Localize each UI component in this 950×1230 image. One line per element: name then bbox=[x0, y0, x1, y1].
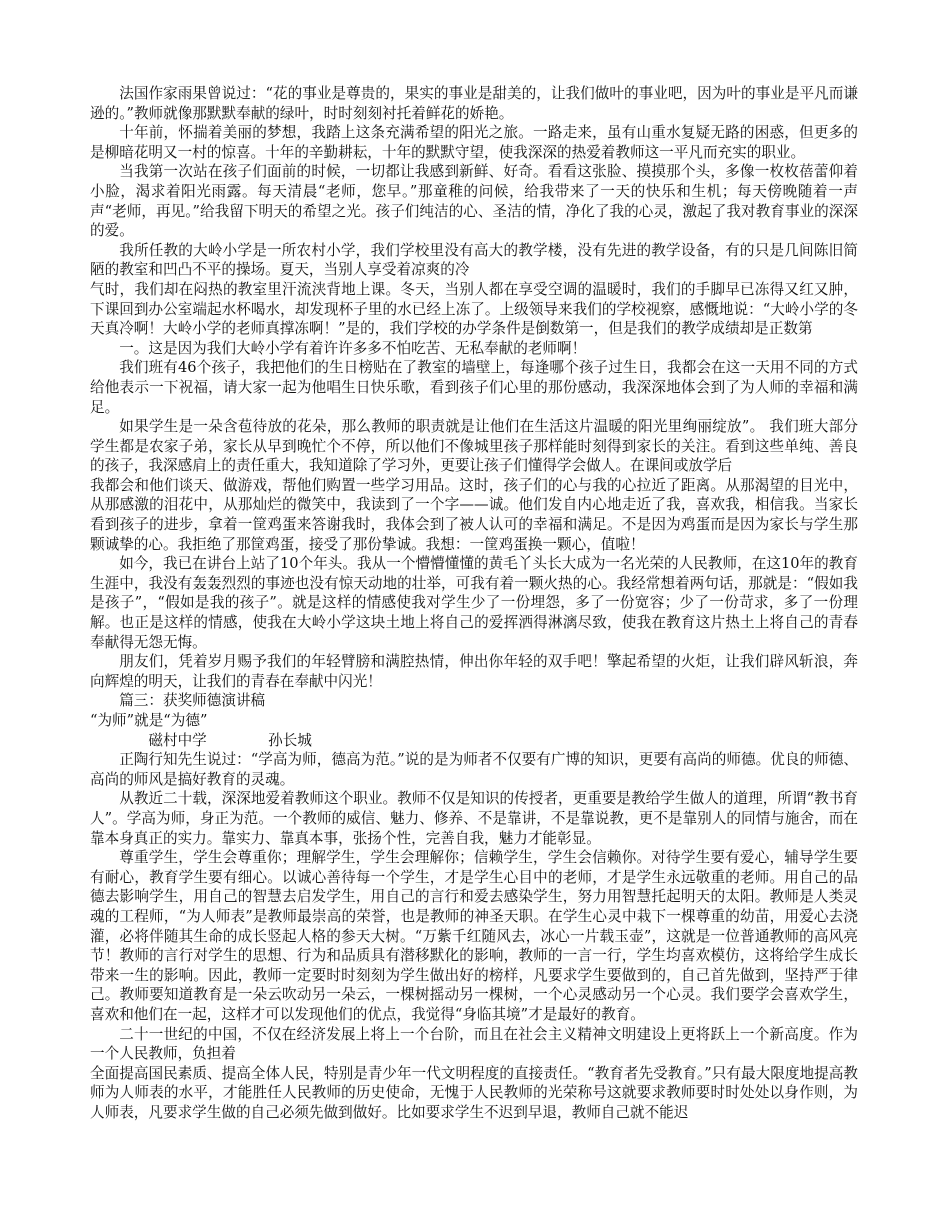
paragraph: 法国作家雨果曾说过：“花的事业是尊贵的，果实的事业是甜美的，让我们做叶的事业吧，因为叶的事业是平凡而谦逊的。”教师就像那默默奉献的绿叶，时时刻刻衬托着鲜花的娇艳。 bbox=[90, 85, 858, 122]
paragraph: 十年前，怀揣着美丽的梦想，我踏上这条充满希望的阳光之旅。一路走来，虽有山重水复疑无路的困惑，但更多的是柳暗花明又一村的惊喜。十年的辛勤耕耘，十年的默默守望，使我深深的热爱着教师这一平凡而充实的职业。 bbox=[90, 124, 858, 161]
byline-school: 磁村中学 bbox=[148, 731, 207, 749]
paragraph: 我都会和他们谈天、做游戏，帮他们购置一些学习用品。这时，孩子们的心与我的心拉近了距离。从那渴望的目光中，从那感激的泪花中，从那灿烂的微笑中，我读到了一个字——诚。他们发自内心地走近了我，喜欢我，相信我。当家长看到孩子的进步，拿着一筐鸡蛋来答谢我时，我体会到了被人认可的幸福和满足。不是因为鸡蛋而是因为家长与学生那颗诚挚的心。我拒绝了那筐鸡蛋，接受了那份挚诚。我想：一筐鸡蛋换一颗心，值啦！ bbox=[90, 476, 858, 553]
paragraph: 全面提高国民素质、提高全体人民，特别是青少年一代文明程度的直接责任。“教育者先受教育。”只有最大限度地提高教师为人师表的水平，才能胜任人民教师的历史使命，无愧于人民教师的光荣称号这就要求教师要时时处处以身作则，为人师表，凡要求学生做的自己必须先做到做好。比如要求学生不迟到早退，教师自己就不能迟 bbox=[90, 1064, 858, 1121]
paragraph: 我所任教的大岭小学是一所农村小学，我们学校里没有高大的教学楼，没有先进的教学设备，有的只是几间陈旧简陋的教室和凹凸不平的操场。夏天，当别人享受着凉爽的冷 bbox=[90, 241, 858, 279]
paragraph: 一。这是因为我们大岭小学有着许许多多不怕吃苦、无私奉献的老师啊！ bbox=[119, 339, 587, 357]
paragraph: 气时，我们却在闷热的教室里汗流浃背地上课。冬天，当别人都在享受空调的温暖时，我们的手脚早已冻得又红又肿，下课回到办公室端起水杯喝水，却发现杯子里的水已经上冻了。上级领导来我们的学校视察，感慨地说：“大岭小学的冬天真冷啊！大岭小学的老师真撑冻啊！”是的，我们学校的办学条件是倒数第一，但是我们的教学成绩却是正数第 bbox=[90, 280, 858, 338]
paragraph: 如今，我已在讲台上站了10个年头。我从一个懵懵懂懂的黄毛丫头长大成为一名光荣的人民教师，在这10年的教育生涯中，我没有轰轰烈烈的事迹也没有惊天动地的壮举，可我有着一颗火热的心。我经常想着两句话，那就是：“假如我是孩子”，“假如是我的孩子”。就是这样的情感使我对学生少了一份埋怨，多了一份宽容；少了一份苛求，多了一份理解。也正是这样的情感，使我在大岭小学这块土地上将自己的爱挥洒得淋漓尽致，使我在教育这片热土上将自己的青春奉献得无怨无悔。 bbox=[90, 555, 858, 651]
paragraph: 从教近二十载，深深地爱着教师这个职业。教师不仅是知识的传授者，更重要是教给学生做人的道理，所谓“教书育人”。学高为师，身正为范。一个教师的威信、魅力、修养、不是靠讲，不是靠说教，更不是靠别人的同情与施舍，而在靠本身真正的实力。靠实力、靠真本事，张扬个性，完善自我，魅力才能彰显。 bbox=[90, 790, 858, 847]
paragraph: 如果学生是一朵含苞待放的花朵，那么教师的职责就是让他们在生活这片温暖的阳光里绚丽绽放”。 我们班大部分学生都是农家子弟，家长从早到晚忙个不停，所以他们不像城里孩子那样能时刻得到家长的关注。看到这些单纯、善良的孩子，我深感肩上的责任重大，我知道除了学习外，更要让孩子们懂得学会做人。在课间或放学后 bbox=[90, 418, 858, 475]
paragraph: 朋友们，凭着岁月赐予我们的年轻臂膀和满腔热情，伸出你年轻的双手吧！擎起希望的火炬，让我们辟风斩浪，奔向辉煌的明天，让我们的青春在奉献中闪光！ bbox=[90, 653, 858, 690]
paragraph: 二十一世纪的中国，不仅在经济发展上将上一个台阶，而且在社会主义精神文明建设上更将跃上一个新高度。作为一个人民教师，负担着 bbox=[90, 1025, 858, 1063]
byline bbox=[90, 731, 858, 751]
section-title: 篇三：获奖师德演讲稿 bbox=[119, 692, 266, 710]
paragraph: 我们班有46个孩子，我把他们的生日榜贴在了教室的墙壁上，每逢哪个孩子过生日，我都会在这一天用不同的方式给他表示一下祝福，请大家一起为他唱生日快乐歌，看到孩子们心里的那份感动，我深深地体会到了为人师的幸福和满足。 bbox=[90, 359, 858, 416]
speech-subtitle: “为师”就是“为德” bbox=[90, 712, 208, 729]
document-page bbox=[90, 84, 858, 1122]
paragraph: 当我第一次站在孩子们面前的时候，一切都让我感到新鲜、好奇。看看这张脸、摸摸那个头，多像一枚枚蓓蕾仰着小脸，渴求着阳光雨露。每天清晨“老师，您早。”那童稚的问候，给我带来了一天的快乐和生机；每天傍晚随着一声声“老师，再见。”给我留下明天的希望之光。孩子们纯洁的心、圣洁的情，净化了我的心灵，激起了我对教育事业的深深的爱。 bbox=[90, 163, 858, 240]
paragraph: 尊重学生，学生会尊重你；理解学生，学生会理解你；信赖学生，学生会信赖你。对待学生要有爱心，辅导学生要有耐心，教育学生要有细心。以诚心善待每一个学生，才是学生心目中的老师，才是学生永远敬重的老师。用自己的品德去影响学生，用自己的智慧去启发学生，用自己的言行和爱去感染学生，努力用智慧托起明天的太阳。教师是人类灵魂的工程师，“为人师表”是教师最崇高的荣誉，也是教师的神圣天职。在学生心灵中栽下一棵尊重的幼苗，用爱心去浇灌，必将伴随其生命的成长竖起人格的参天大树。“万紫千红随风去，冰心一片载玉壶”，这就是一位普通教师的高风亮节！教师的言行对学生的思想、行为和品质具有潜移默化的影响，教师的一言一行，学生均喜欢模仿，这将给学生成长带来一生的影响。因此，教师一定要时时刻刻为学生做出好的榜样，凡要求学生要做到的，自己首先做到，坚持严于律己。教师要知道教育是一朵云吹动另一朵云，一棵树摇动另一棵树，一个心灵感动另一个心灵。我们要学会喜欢学生，喜欢和他们在一起，这样才可以发现他们的优点，我觉得“身临其境”才是最好的教育。 bbox=[90, 849, 858, 1023]
paragraph: 正陶行知先生说过：“学高为师，德高为范。”说的是为师者不仅要有广博的知识，更要有高尚的师德。优良的师德、高尚的师风是搞好教育的灵魂。 bbox=[90, 751, 858, 788]
byline-author: 孙长城 bbox=[268, 731, 312, 749]
